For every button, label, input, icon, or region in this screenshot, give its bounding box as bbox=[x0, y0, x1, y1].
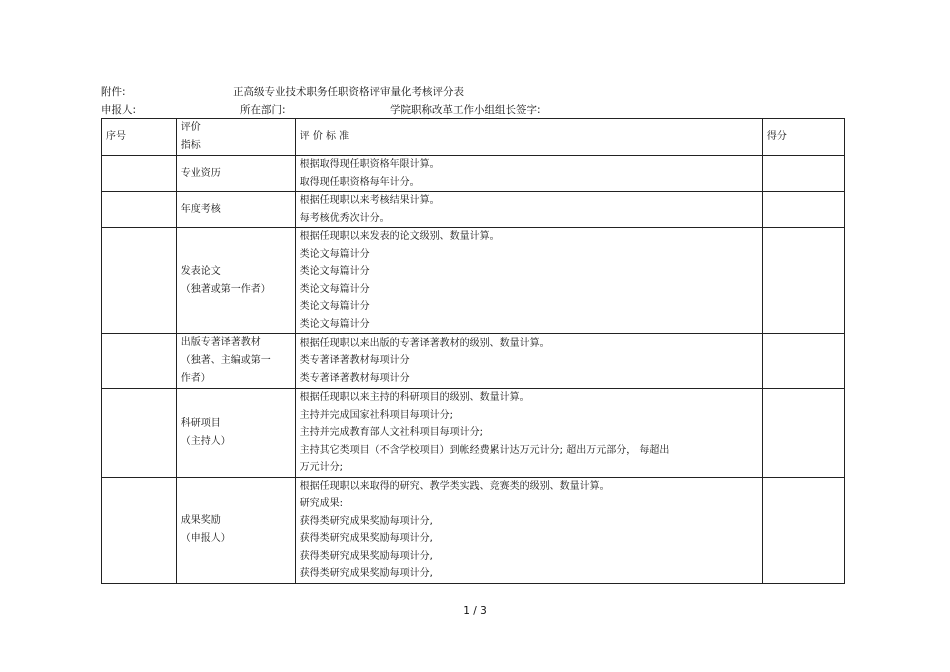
standard-text: 类论文每篇计分 bbox=[299, 301, 370, 312]
standard-text: 根据任现职以来主持的科研项目的级别、数量计算。 bbox=[299, 392, 530, 403]
standard-text: 万元计分; bbox=[299, 462, 344, 473]
row-no-cell bbox=[102, 477, 177, 583]
document-title: 正高级专业技术职务任职资格评审量化考核评分表 bbox=[233, 86, 464, 98]
standard-text: 获得类研究成果奖励每项计分, bbox=[299, 515, 433, 527]
standard-text: 根据任现职以来出版的专著译著教材的级别、数量计算。 bbox=[299, 337, 550, 349]
row-no-cell bbox=[102, 192, 177, 228]
standard-text: 类论文每篇计分 bbox=[299, 318, 370, 330]
header-no: 序号 bbox=[102, 119, 177, 156]
standard-text: 获得类研究成果奖励每项计分, bbox=[299, 550, 433, 562]
signature-label: 学院职称改革工作小组组长签字: bbox=[390, 104, 541, 116]
row-standard-cell bbox=[295, 192, 762, 228]
indicator-text: 发表论文 bbox=[180, 265, 221, 277]
standard-text: 主持并完成教育部人文社科项目每项计分; bbox=[299, 427, 484, 438]
table-header-row bbox=[102, 119, 845, 156]
score-table bbox=[101, 118, 845, 584]
standard-text: 根据取得现任职资格年限计算。 bbox=[299, 159, 440, 170]
row-score-cell bbox=[762, 389, 844, 478]
standard-text: 类论文每篇计分 bbox=[299, 248, 370, 260]
row-score-cell bbox=[762, 156, 844, 192]
row-standard-cell bbox=[295, 156, 762, 192]
indicator-text: 出版专著译著教材 bbox=[180, 337, 261, 348]
row-score-cell bbox=[762, 228, 844, 334]
standard-text: 类专著译著教材每项计分 bbox=[299, 372, 410, 384]
row-score-cell bbox=[762, 477, 844, 583]
table-row bbox=[102, 389, 845, 478]
row-standard-cell bbox=[295, 228, 762, 334]
standard-text: 获得类研究成果奖励每项计分, bbox=[299, 533, 433, 544]
indicator-text: （申报人） bbox=[180, 533, 231, 544]
indicator-text: （独著、主编或第一 bbox=[180, 355, 271, 366]
standard-text: 获得类研究成果奖励每项计分, bbox=[299, 568, 433, 579]
table-row bbox=[102, 228, 845, 334]
standard-text: 每考核优秀次计分。 bbox=[299, 212, 390, 224]
row-no-cell bbox=[102, 156, 177, 192]
standard-text: 根据任现职以来取得的研究、教学类实践、竞赛类的级别、数量计算。 bbox=[299, 480, 610, 492]
indicator-text: 作者） bbox=[180, 373, 211, 384]
table-row bbox=[102, 477, 845, 583]
standard-text: 主持并完成国家社科项目每项计分; bbox=[299, 409, 454, 421]
indicator-text: 成果奖励 bbox=[180, 515, 221, 526]
row-standard-cell bbox=[295, 389, 762, 478]
standard-text: 类论文每篇计分 bbox=[299, 266, 370, 277]
header-standard: 评 价 标 准 bbox=[295, 119, 762, 156]
header-indicator bbox=[176, 119, 295, 156]
row-indicator-cell bbox=[176, 477, 295, 583]
standard-text: 取得现任职资格每年计分。 bbox=[299, 176, 420, 188]
row-no-cell bbox=[102, 389, 177, 478]
row-indicator-cell bbox=[176, 389, 295, 478]
standard-text: 主持其它类项目（不含学校项目）到帐经费累计达万元计分; 超出万元部分， 每超出 bbox=[299, 444, 670, 456]
row-indicator-cell bbox=[176, 228, 295, 334]
row-no-cell bbox=[102, 228, 177, 334]
indicator-text: 年度考核 bbox=[180, 203, 221, 215]
header-score: 得分 bbox=[762, 119, 844, 156]
standard-text: 类专著译著教材每项计分 bbox=[299, 355, 410, 367]
table-row bbox=[102, 334, 845, 389]
attachment-label: 附件: bbox=[101, 86, 126, 98]
header-indicator-line1: 评价 bbox=[180, 122, 201, 133]
indicator-text: 科研项目 bbox=[180, 417, 221, 429]
row-no-cell bbox=[102, 334, 177, 389]
header-indicator-line2: 指标 bbox=[180, 140, 201, 151]
row-indicator-cell bbox=[176, 156, 295, 192]
row-indicator-cell bbox=[176, 192, 295, 228]
department-label: 所在部门: bbox=[240, 104, 286, 116]
row-score-cell bbox=[762, 192, 844, 228]
row-indicator-cell bbox=[176, 334, 295, 389]
row-score-cell bbox=[762, 334, 844, 389]
indicator-text: （主持人） bbox=[180, 435, 231, 447]
page-number: 1 / 3 bbox=[463, 605, 487, 617]
standard-text: 研究成果: bbox=[299, 498, 344, 509]
indicator-text: （独著或第一作者） bbox=[180, 283, 271, 295]
indicator-text: 专业资历 bbox=[180, 167, 221, 179]
standard-text: 根据任现职以来考核结果计算。 bbox=[299, 195, 440, 206]
table-row bbox=[102, 192, 845, 228]
table-row bbox=[102, 156, 845, 192]
standard-text: 类论文每篇计分 bbox=[299, 283, 370, 295]
applicant-label: 申报人: bbox=[101, 104, 137, 116]
row-standard-cell bbox=[295, 477, 762, 583]
row-standard-cell bbox=[295, 334, 762, 389]
standard-text: 根据任现职以来发表的论文级别、数量计算。 bbox=[299, 231, 500, 242]
